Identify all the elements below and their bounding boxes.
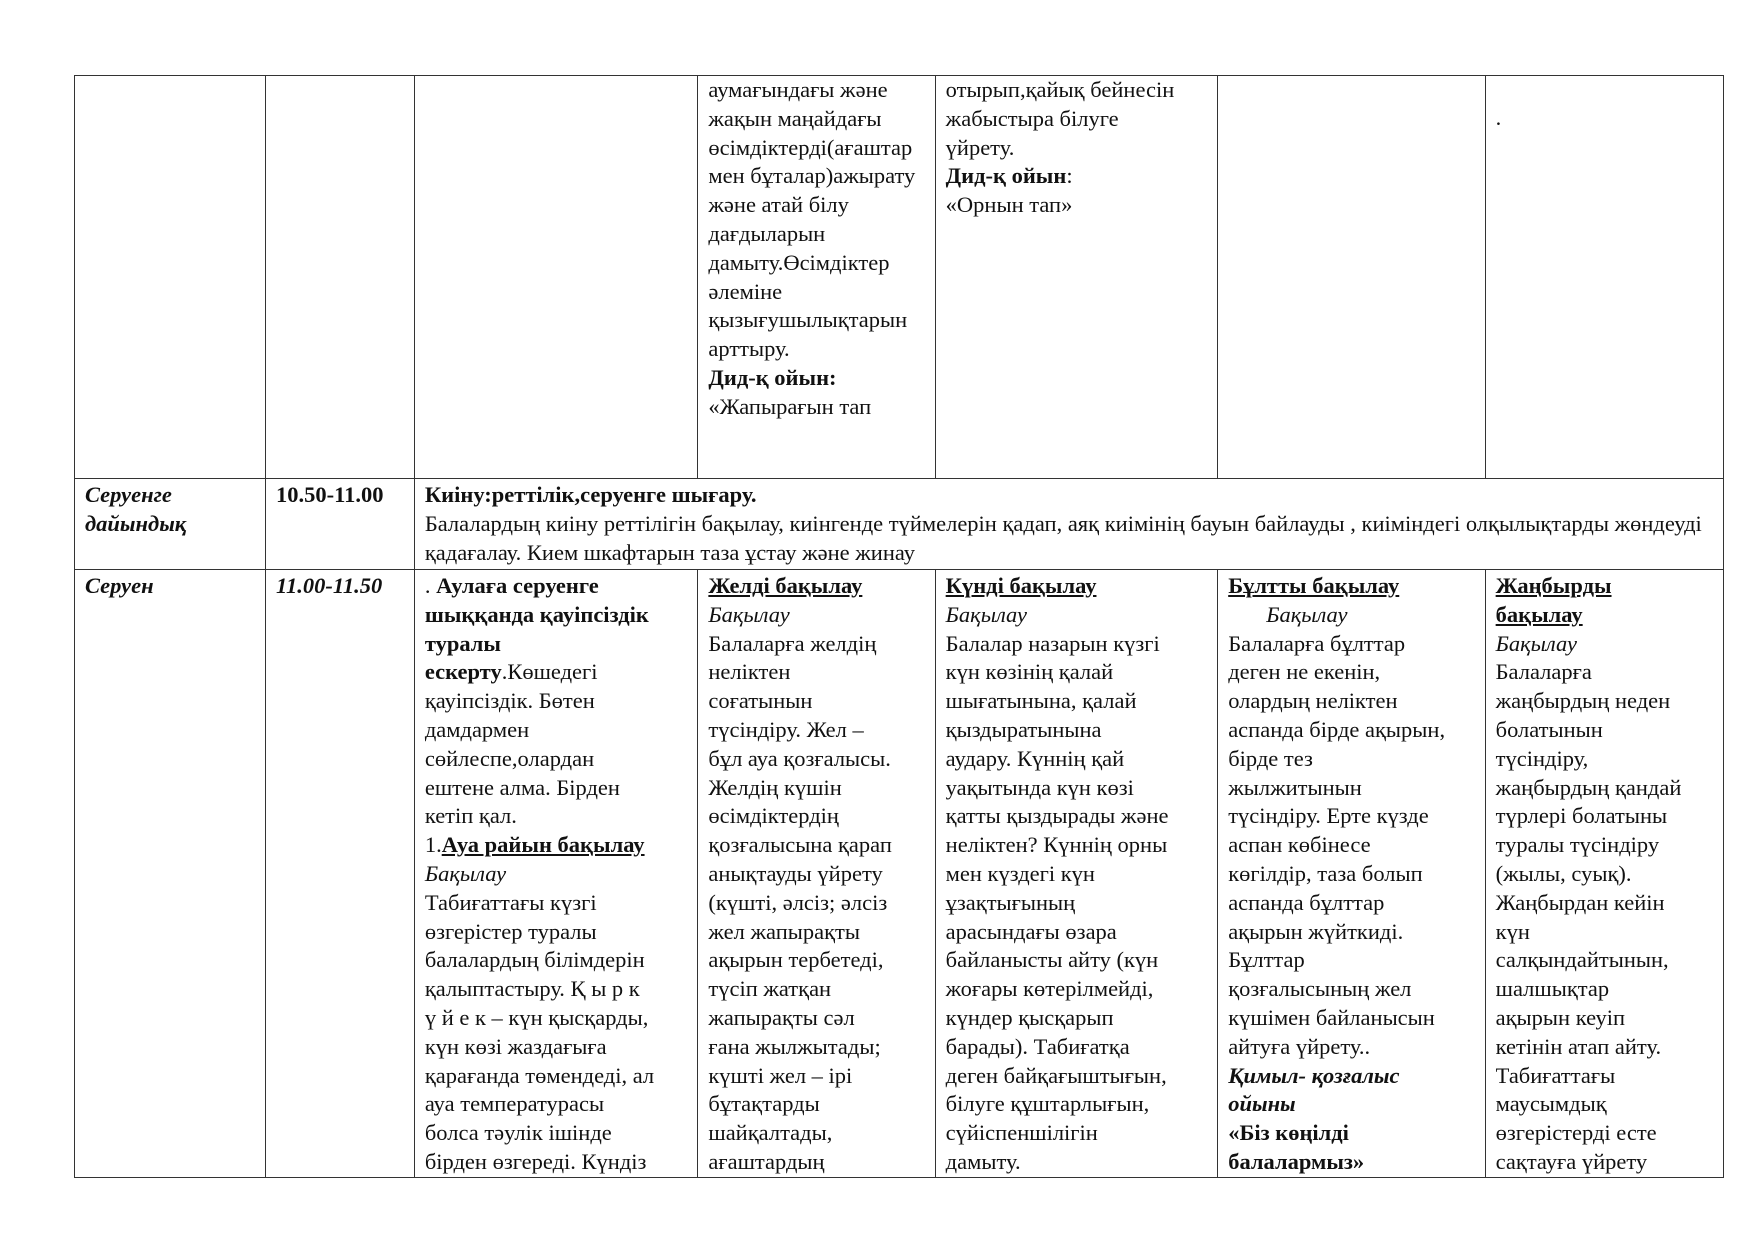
r3-name: Серуен — [85, 573, 154, 598]
cell-r3-c4 — [698, 570, 935, 1178]
r3-c6-game-name: «Біз көңілді балалармыз» — [1228, 1120, 1365, 1174]
r3-c7-sub: Бақылау — [1495, 630, 1577, 656]
r1-c5-game-name: «Орнын тап» — [945, 192, 1073, 218]
cell-r3-name — [75, 570, 266, 1178]
r1-c4-game-name: «Жапырағын тап — [708, 393, 872, 419]
cell-r2-content — [414, 479, 1723, 570]
r1-c5-game-colon: : — [1066, 163, 1073, 189]
r3-c6-sub: Бақылау — [1266, 601, 1348, 627]
cell-r1-c3 — [414, 76, 698, 479]
r2-heading: Киіну:реттілік,серуенге шығару. — [424, 482, 757, 507]
r1-c5-game-label: Дид-қ ойын — [945, 163, 1067, 189]
r3-c4-text: Балаларға желдің неліктен соғатынын түсіндіру. Жел – бұл ауа қозғалысы. Желдің күшін өсімдіктердің қозғалысына қарап анықтауды үйрету (күшті, әлсіз; әлсіз жел жапырақты ақырын тербетеді, түсіп жатқан жапырақты сәл ғана жылжытады; күшті жел – ірі бұтақтарды шайқалтады, ағаштардың — [708, 630, 892, 1174]
r3-c3-item-title: Ауа райын бақылау — [441, 832, 645, 858]
cell-r1-c1 — [75, 76, 266, 479]
r3-c3-item-text: Табиғаттағы күзгі өзгерістер туралы балалардың білімдерін қалыптастыру. Қ ы р к ү й е к – күн қысқарды, күн көзі жаздағыға қарағанда төмендеді, ал ауа температурасы болса тәулік ішінде бірден өзгереді. Күндіз — [424, 889, 655, 1174]
cell-r1-c7 — [1485, 76, 1723, 479]
r3-c5-title: Күнді бақылау — [945, 573, 1097, 598]
r3-c3-heading: Аулаға серуенге шыққанда қауіпсіздік туралы ескерту — [424, 573, 649, 685]
r3-c5-sub: Бақылау — [945, 601, 1027, 627]
row-preparation — [75, 479, 1724, 570]
r3-c4-title: Желді бақылау — [708, 573, 863, 598]
r3-c6-game-label: Қимыл- қозғалыс ойыны — [1228, 1062, 1400, 1117]
r3-c3-text: .Көшедегі қауіпсіздік. Бөтен дамдармен сөйлеспе,олардан ештене алма. Бірден кетіп қал. — [424, 659, 620, 829]
cell-r3-c3 — [414, 570, 698, 1178]
cell-r1-c2 — [266, 76, 415, 479]
r1-c4-game-label: Дид-қ ойын: — [708, 364, 837, 390]
cell-r2-name — [75, 479, 266, 570]
r3-c7-title: Жаңбырды бақылау — [1495, 573, 1612, 627]
r3-c3-item-sub: Бақылау — [424, 860, 507, 886]
row-walk — [75, 570, 1724, 1178]
r2-name: Серуенге дайындық — [85, 482, 187, 536]
cell-r1-c4 — [698, 76, 935, 479]
cell-r3-c7 — [1485, 570, 1723, 1178]
r2-text: Балалардың киіну реттілігін бақылау, киінгенде түймелерін қадап, аяқ киімінің бауын байлауды , киіміндегі олқылықтарды жөндеуді қадағалау. Кием шкафтарын таза ұстау және жинау — [424, 510, 1702, 565]
r1-c7-text: . — [1495, 105, 1502, 130]
cell-r3-c5 — [935, 570, 1218, 1178]
r3-c4-sub: Бақылау — [708, 601, 790, 627]
r3-c3-lead: . — [424, 573, 437, 598]
r1-c5-text: отырып,қайық бейнесін жабыстыра білуге үйрету. — [945, 77, 1175, 160]
r3-c6-title: Бұлтты бақылау — [1228, 573, 1400, 598]
row-continuation — [75, 76, 1724, 479]
cell-r1-c5 — [935, 76, 1218, 479]
r3-time: 11.00-11.50 — [276, 573, 383, 598]
r3-c3-item-num: 1. — [424, 832, 442, 858]
r3-c5-text: Балалар назарын күзгі күн көзінің қалай шығатынына, қалай қыздыратынына аудару. Күннің қай уақытында күн көзі қатты қыздырады және неліктен? Күннің орны мен күздегі күн ұзақтығының арасындағы өзара байланысты айту (күн жоғары көтерілмейді, күндер қысқарып барады). Табиғатқа деген байқағыштығын, білуге құштарлығын, сүйіспеншілігін дамыту. — [945, 630, 1169, 1174]
cell-r3-time — [266, 570, 415, 1178]
r1-c4-text: аумағындағы және жақын маңайдағы өсімдіктерді(ағаштар мен бұталар)ажырату және атай білу дағдыларын дамыту.Өсімдіктер әлеміне қызығушылықтарын арттыру. — [708, 77, 916, 362]
cell-r2-time — [266, 479, 415, 570]
r3-c6-text: Балаларға бұлттар деген не екенін, олардың неліктен аспанда бірде ақырын, бірде тез жылжитынын түсіндіру. Ерте күзде аспан көбінесе көгілдір, таза болып аспанда бұлттар ақырын жүйткиді. Бұлттар қозғалысының жел күшімен байланысын айтуға үйрету.. — [1228, 630, 1446, 1059]
r2-time: 10.50-11.00 — [276, 482, 384, 507]
cell-r3-c6 — [1218, 570, 1485, 1178]
cell-r1-c6 — [1218, 76, 1485, 479]
plan-table — [74, 75, 1724, 1178]
r3-c7-text: Балаларға жаңбырдың неден болатынын түсіндіру, жаңбырдың қандай түрлері болатыны туралы түсіндіру (жылы, суық). Жаңбырдан кейін күн салқындайтынын, шалшықтар ақырын кеуіп кетінін атап айту. Табиғаттағы маусымдық өзгерістерді есте сақтауға үйрету — [1495, 659, 1682, 1174]
